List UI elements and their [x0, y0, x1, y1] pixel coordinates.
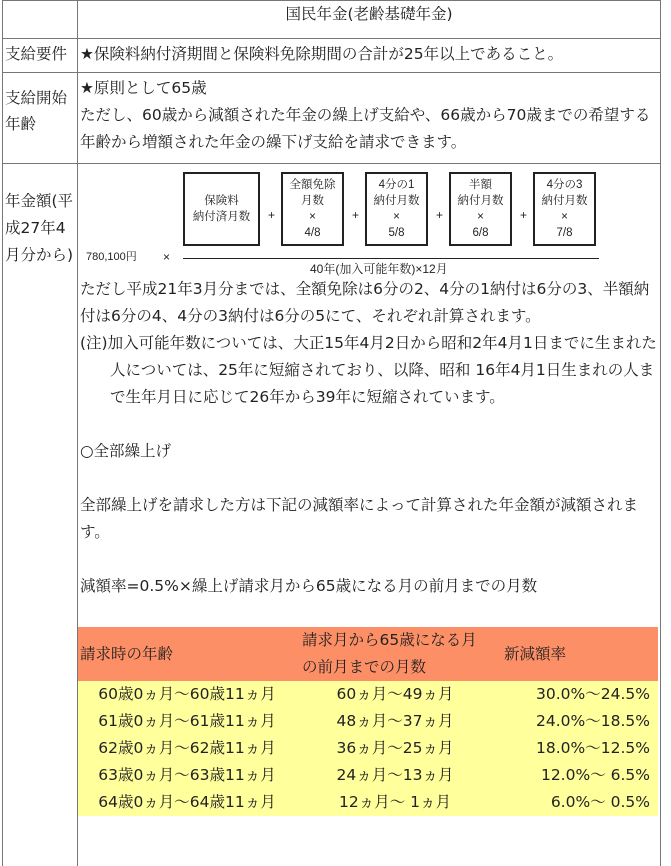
row-amount [3, 164, 661, 866]
rate-cell: 30.0%〜24.5% [494, 681, 658, 708]
spacer [80, 465, 658, 492]
rate-header: 請求時の年齢 [78, 627, 296, 681]
spacer [80, 546, 658, 573]
row-start-age [3, 73, 661, 164]
paragraph: ただし平成21年3月分までは、全額免除は6分の2、4分の1納付は6分の3、半額納付は6分の4、4分の3納付は6分の5にて、それぞれ計算されます。 [80, 280, 650, 325]
formula-box: 全額免除 月数 × 4/8 [281, 172, 344, 246]
row-label: 支給要件 [3, 39, 78, 73]
rate-cell: 36ヵ月〜25ヵ月 [296, 735, 494, 762]
row-label: 支給開始年齢 [3, 73, 78, 164]
rate-row [78, 762, 658, 789]
rate-header: 新減額率 [494, 627, 658, 681]
row-text: ★保険料納付済期間と保険料免除期間の合計が25年以上であること。 [78, 39, 661, 73]
rate-cell: 18.0%〜12.5% [494, 735, 658, 762]
rate-header-row [78, 627, 658, 681]
formula-box: 保険料 納付済月数 [183, 172, 260, 246]
rate-cell: 24.0%〜18.5% [494, 708, 658, 735]
formula-box: 半額 納付月数 × 6/8 [449, 172, 512, 246]
plus-sign: + [268, 208, 276, 222]
rate-row [78, 708, 658, 735]
rate-cell: 64歳0ヵ月〜64歳11ヵ月 [78, 789, 296, 816]
base-amount: 780,100円 [86, 251, 137, 263]
rate-row [78, 735, 658, 762]
rate-cell: 60ヵ月〜49ヵ月 [296, 681, 494, 708]
section-heading: ○全部繰上げ [80, 442, 172, 460]
row-line: ただし、60歳から減額された年金の繰上げ支給や、66歳から70歳までの希望する年齢から増額された年金の繰下げ支給を請求できます。 [80, 106, 651, 151]
row-content [78, 164, 661, 866]
pension-table [2, 0, 661, 866]
header-row [3, 1, 661, 39]
formula-box: 4分の3 納付月数 × 7/8 [533, 172, 596, 246]
formula-text: 減額率=0.5%×繰上げ請求月から65歳になる月の前月までの月数 [80, 577, 538, 595]
row-requirement [3, 39, 661, 73]
rate-cell: 62歳0ヵ月〜62歳11ヵ月 [78, 735, 296, 762]
rate-cell: 60歳0ヵ月〜60歳11ヵ月 [78, 681, 296, 708]
fraction-line [183, 258, 599, 259]
denominator: 40年(加入可能年数)×12月 [310, 262, 448, 276]
rate-cell: 12.0%〜 6.5% [494, 762, 658, 789]
rate-cell: 6.0%〜 0.5% [494, 789, 658, 816]
spacer [80, 411, 658, 438]
times-sign: × [163, 250, 171, 264]
rate-cell: 63歳0ヵ月〜63歳11ヵ月 [78, 762, 296, 789]
row-label: 年金額(平成27年4月分から) [3, 164, 78, 866]
rate-cell: 24ヵ月〜13ヵ月 [296, 762, 494, 789]
reduction-rate-table [78, 627, 658, 816]
header-title: 国民年金(老齢基礎年金) [78, 1, 661, 39]
row-content [78, 73, 661, 164]
rate-row [78, 681, 658, 708]
rate-row [78, 789, 658, 816]
plus-sign: + [436, 208, 444, 222]
formula [80, 164, 658, 276]
plus-sign: + [520, 208, 528, 222]
rate-cell: 61歳0ヵ月〜61歳11ヵ月 [78, 708, 296, 735]
row-line: ★原則として65歳 [80, 79, 207, 97]
rate-header: 請求月から65歳になる月の前月までの月数 [296, 627, 494, 681]
note: (注)加入可能年数については、大正15年4月2日から昭和2年4月1日までに生まれた人については、25年に短縮されており、以降、昭和 16年4月1日生まれの人まで生年月日に応じて26年から39年に短縮されています。 [80, 334, 657, 406]
paragraph: 全部繰上げを請求した方は下記の減額率によって計算された年金額が減額されます。 [80, 496, 639, 541]
formula-box: 4分の1 納付月数 × 5/8 [365, 172, 428, 246]
rate-cell: 12ヵ月〜 1ヵ月 [296, 789, 494, 816]
rate-cell: 48ヵ月〜37ヵ月 [296, 708, 494, 735]
header-empty-cell [3, 1, 78, 39]
plus-sign: + [352, 208, 360, 222]
spacer [80, 600, 658, 627]
